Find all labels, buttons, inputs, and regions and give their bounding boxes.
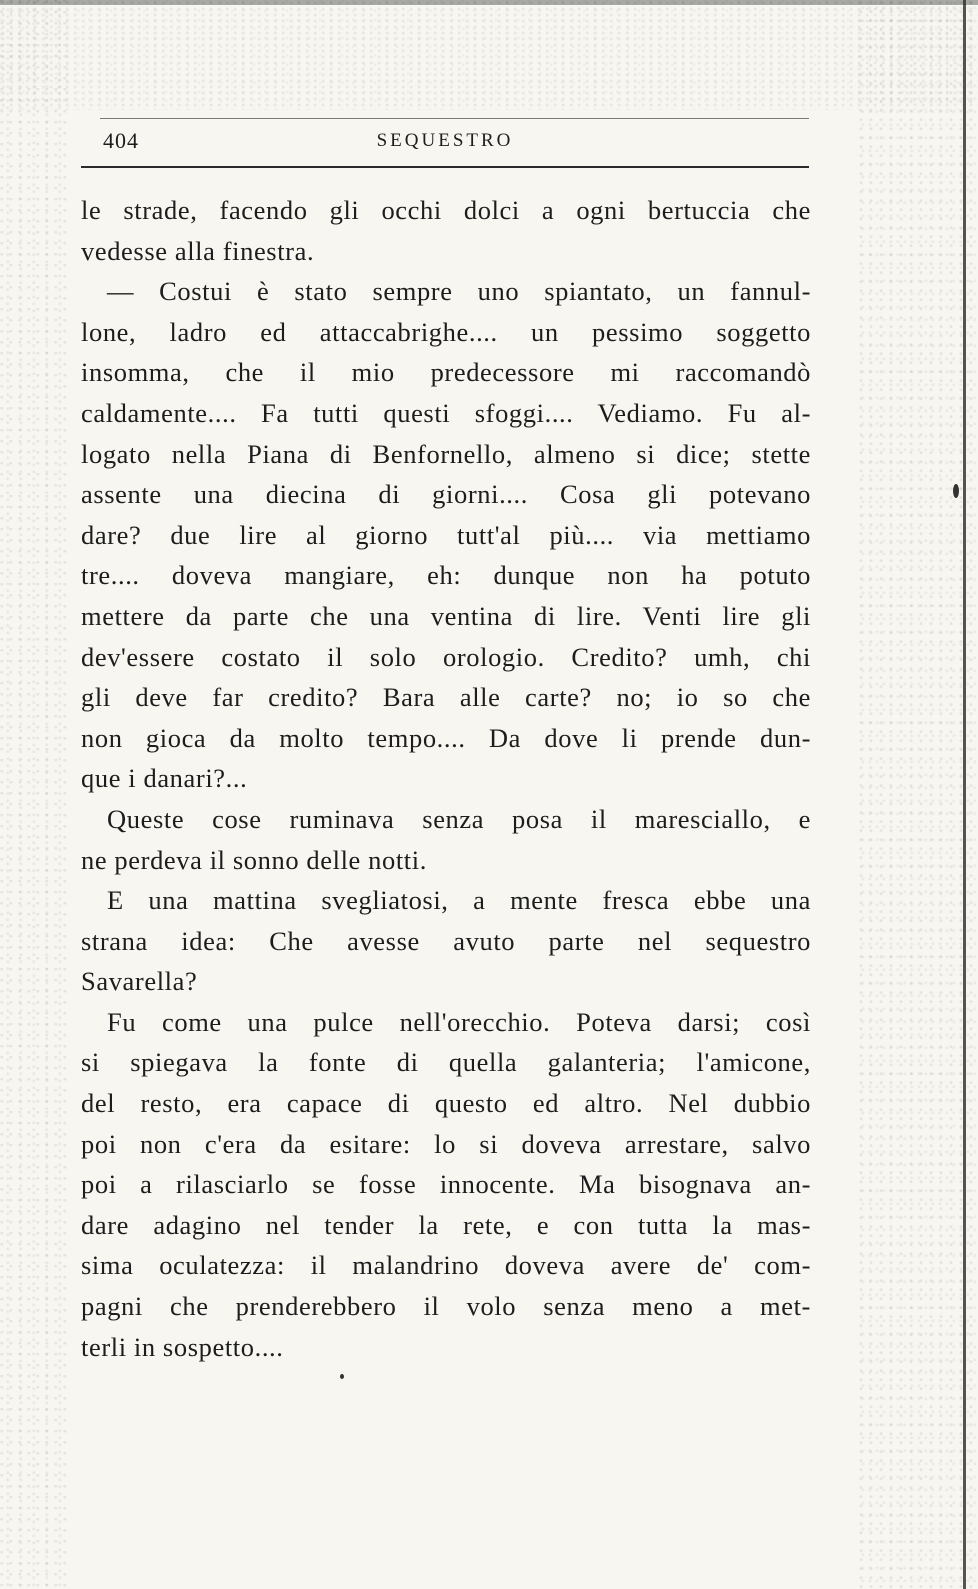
text-line: lone, ladro ed attaccabrighe.... un pessimo soggetto [81, 316, 811, 347]
text-line: vedesse alla finestra. [81, 235, 315, 266]
text-line: pagni che prenderebbero il volo senza meno a met- [81, 1291, 811, 1322]
page-number: 404 [103, 128, 139, 153]
scan-noise-right [858, 0, 978, 1589]
ink-speck [340, 1374, 344, 1379]
text-line: tre.... doveva mangiare, eh: dunque non ha potuto [81, 560, 811, 591]
running-head: SEQUESTRO [376, 130, 514, 151]
text-line: ne perdeva il sonno delle notti. [81, 844, 427, 875]
text-line: Savarella? [81, 966, 198, 997]
text-line: strana idea: Che avesse avuto parte nel sequestro [81, 925, 811, 956]
body-text [81, 190, 811, 1367]
scan-noise-top [0, 0, 978, 110]
text-line: dare? due lire al giorno tutt'al più.... via mettiamo [81, 519, 811, 550]
text-line: del resto, era capace di questo ed altro. Nel dubbio [81, 1088, 811, 1119]
text-line: non gioca da molto tempo.... Da dove li prende dun- [81, 722, 811, 753]
header-rule-top [100, 118, 809, 119]
ink-speck [953, 484, 959, 498]
scan-noise-left [0, 0, 70, 1589]
text-line: dare adagino nel tender la rete, e con tutta la mas- [81, 1209, 811, 1240]
text-line: Queste cose ruminava senza posa il maresciallo, e [107, 803, 811, 834]
text-line: le strade, facendo gli occhi dolci a ogni bertuccia che [81, 195, 811, 225]
text-line: terli in sospetto.... [81, 1331, 284, 1362]
text-line: sima oculatezza: il malandrino doveva avere de' com- [81, 1250, 811, 1281]
text-line: dev'essere costato il solo orologio. Credito? umh, chi [81, 641, 811, 672]
text-line: E una mattina svegliatosi, a mente fresca ebbe una [107, 885, 811, 916]
text-line: — Costui è stato sempre uno spiantato, un fannul- [107, 276, 811, 307]
header-rule [81, 166, 809, 168]
text-line: poi a rilasciarlo se fosse innocente. Ma bisognava an- [81, 1169, 811, 1200]
text-line: mettere da parte che una ventina di lire. Venti lire gli [81, 600, 811, 631]
text-line: gli deve far credito? Bara alle carte? no; io so che [81, 682, 811, 713]
text-line: assente una diecina di giorni.... Cosa gli potevano [81, 479, 811, 510]
text-line: Fu come una pulce nell'orecchio. Poteva darsi; così [107, 1006, 811, 1037]
text-line: si spiegava la fonte di quella galanteria; l'amicone, [81, 1047, 811, 1078]
scan-right-edge [963, 0, 966, 1589]
text-line: poi non c'era da esitare: lo si doveva arrestare, salvo [81, 1128, 811, 1159]
text-line: caldamente.... Fa tutti questi sfoggi.... Vediamo. Fu al- [81, 397, 811, 428]
text-line: logato nella Piana di Benfornello, almeno si dice; stette [81, 438, 811, 469]
text-line: insomma, che il mio predecessore mi raccomandò [81, 357, 811, 388]
text-line: que i danari?... [81, 763, 248, 794]
page-header [81, 126, 809, 156]
